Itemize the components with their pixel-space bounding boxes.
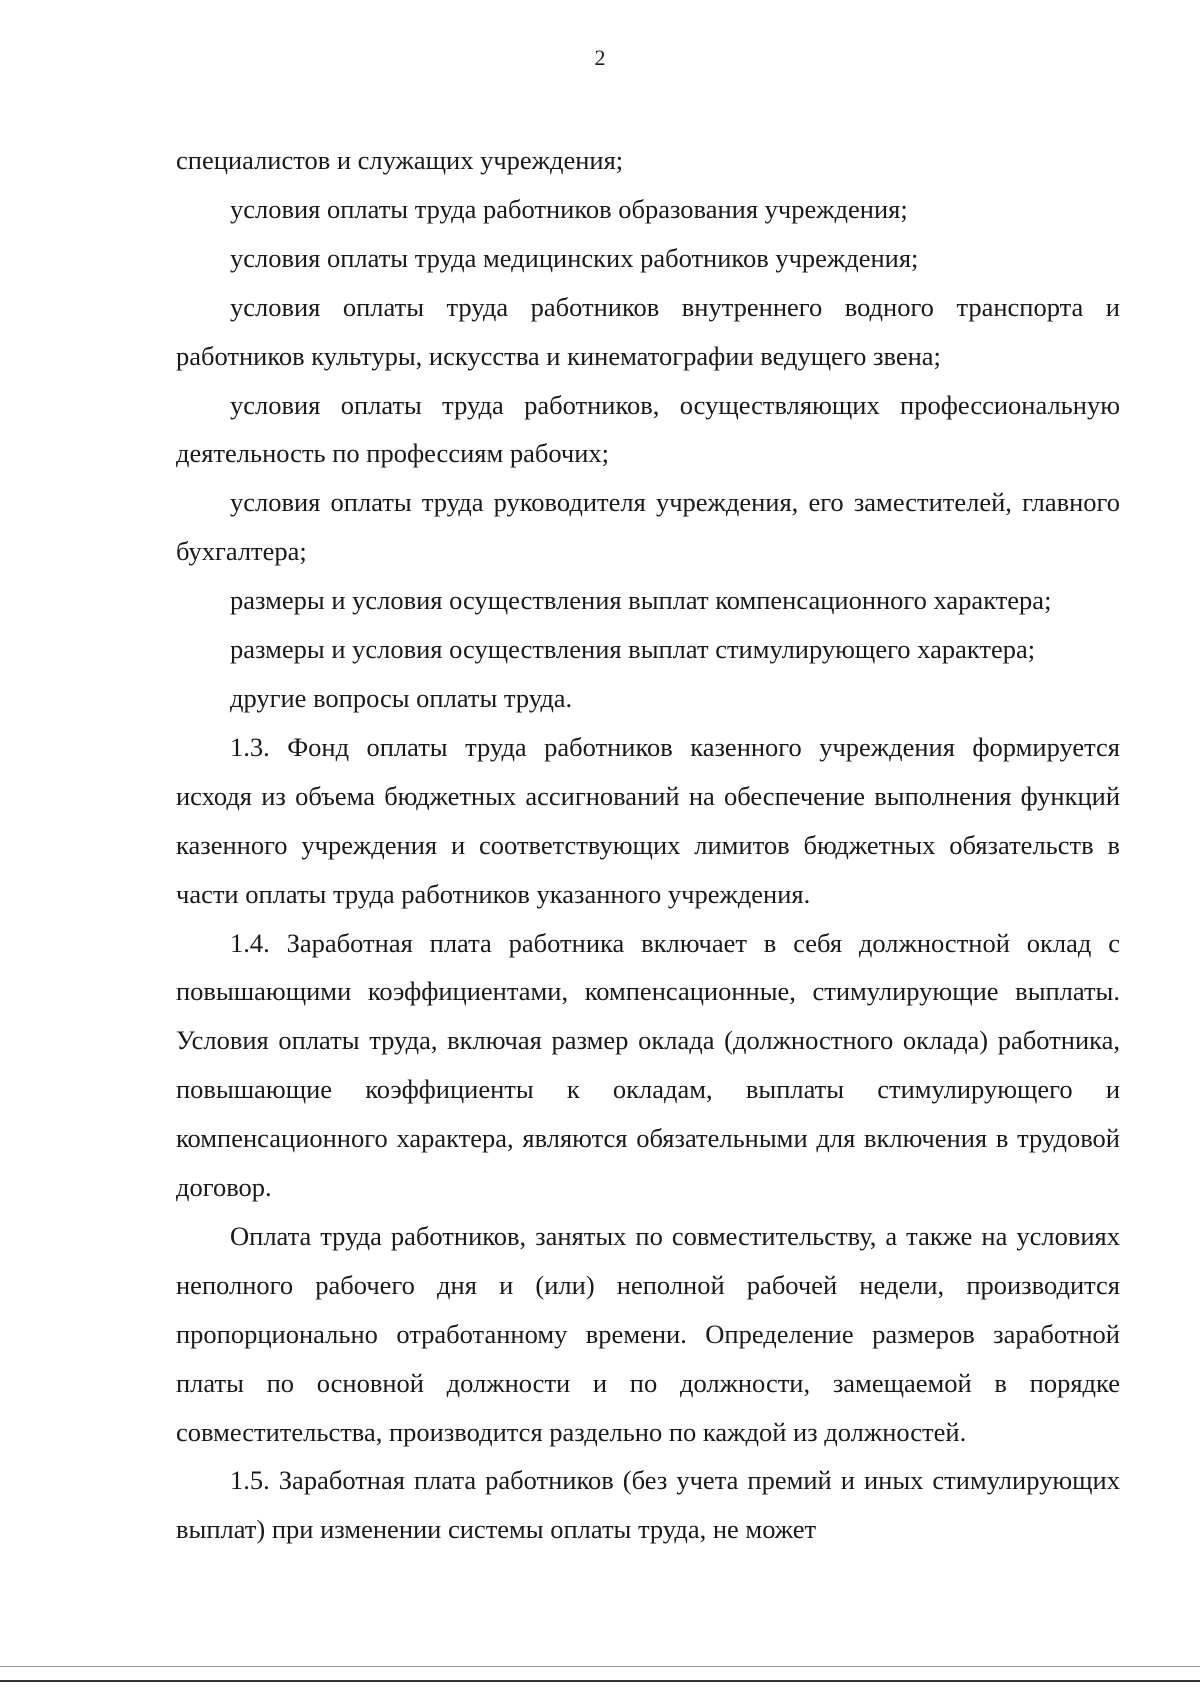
paragraph-section-1-4: 1.4. Заработная плата работника включает в себя должностной оклад с повышающими коэффициентами, компенсационные, стимулирующие выплаты. Условия оплаты труда, включая размер оклада (должностного оклада) работника, повышающие коэффициенты к окладам, выплаты стимулирующего и компенсационного характера, являются обязательными для включения в трудовой договор. [176,927,1120,1203]
paragraph-medical-workers: условия оплаты труда медицинских работников учреждения; [230,242,919,273]
paragraph-continuation: специалистов и служащих учреждения; [176,145,624,175]
paragraph-head-of-institution: условия оплаты труда руководителя учреждения, его заместителей, главного бухгалтера; [176,487,1120,567]
paragraph-education-workers: условия оплаты труда работников образования учреждения; [230,193,908,224]
paragraph-workers-professions: условия оплаты труда работников, осуществляющих профессиональную деятельность по профессиям рабочих; [176,389,1120,469]
paragraph-other-questions: другие вопросы оплаты труда. [230,682,573,713]
page-bottom-edge [0,1680,1200,1682]
document-body [176,136,1120,1554]
scan-edge-line [0,1666,1200,1667]
paragraph-section-1-5: 1.5. Заработная плата работников (без учета премий и иных стимулирующих выплат) при изменении системы оплаты труда, не может [176,1465,1120,1545]
paragraph-water-transport-culture: условия оплаты труда работников внутреннего водного транспорта и работников культуры, искусства и кинематографии ведущего звена; [176,291,1120,371]
paragraph-section-1-3: 1.3. Фонд оплаты труда работников казенного учреждения формируется исходя из объема бюджетных ассигнований на обеспечение выполнения функций казенного учреждения и соответствующих лимитов бюджетных обязательств в части оплаты труда работников указанного учреждения. [176,731,1120,909]
page-number: 2 [594,45,606,70]
paragraph-part-time-pay: Оплата труда работников, занятых по совместительству, а также на условиях неполного рабочего дня и (или) неполной рабочей недели, производится пропорционально отработанному времени. Определение размеров заработной платы по основной должности и по должности, замещаемой в порядке совместительства, производится раздельно по каждой из должностей. [176,1220,1120,1447]
paragraph-compensation-payments: размеры и условия осуществления выплат компенсационного характера; [230,585,1052,616]
paragraph-incentive-payments: размеры и условия осуществления выплат стимулирующего характера; [230,634,1036,665]
